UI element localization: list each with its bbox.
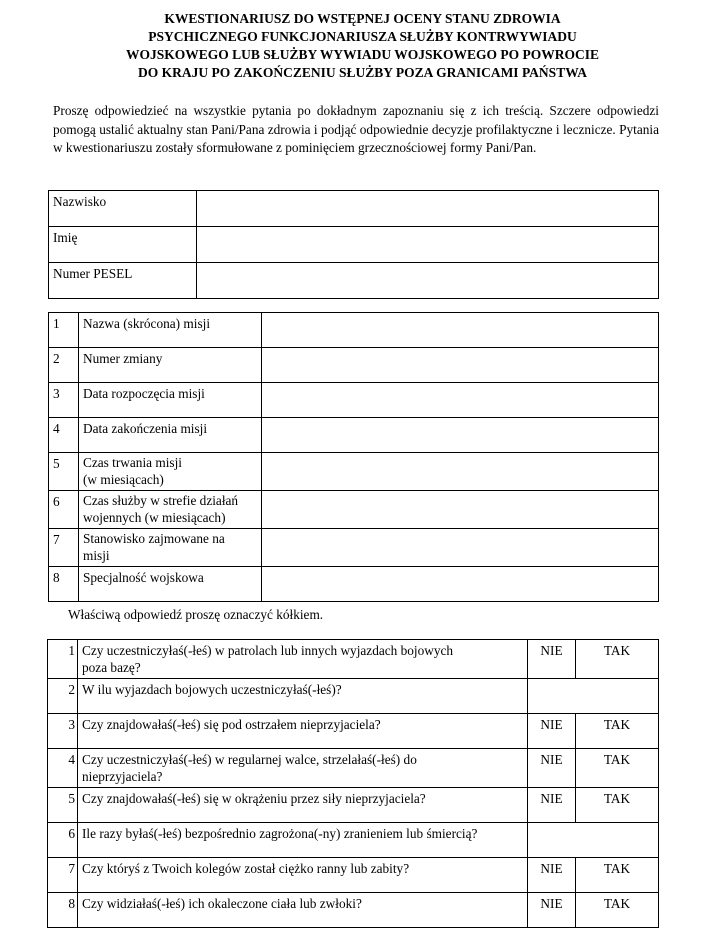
table-row [48,640,659,679]
answer-field[interactable] [262,529,659,567]
question-text [78,749,528,788]
table-row [48,823,659,858]
answer-field[interactable] [262,453,659,491]
question-text: W ilu wyjazdach bojowych uczestniczyłaś(-łeś)? [78,679,528,714]
question-line: nieprzyjaciela? [82,769,163,784]
answer-yes[interactable]: TAK [576,640,659,679]
answer-field[interactable] [262,348,659,383]
answer-field[interactable] [262,567,659,602]
answer-no[interactable]: NIE [528,640,576,679]
first-name-field[interactable] [197,227,659,263]
row-number: 8 [49,567,79,602]
answer-field[interactable] [528,823,659,858]
row-number: 4 [49,418,79,453]
answer-field[interactable] [528,679,659,714]
row-number: 2 [49,348,79,383]
row-label: Data zakończenia misji [79,418,262,453]
title-line: KWESTIONARIUSZ DO WSTĘPNEJ OCENY STANU ZDROWIA [164,11,561,26]
first-name-label: Imię [49,227,197,263]
question-number: 8 [48,893,78,928]
pesel-field[interactable] [197,263,659,299]
row-label: Numer zmiany [79,348,262,383]
document-title [0,10,725,82]
answer-no[interactable]: NIE [528,788,576,823]
table-row [49,529,659,567]
row-number: 6 [49,491,79,529]
table-row [48,714,659,749]
table-row [48,749,659,788]
answer-no[interactable]: NIE [528,893,576,928]
row-label-line: Stanowisko zajmowane na [83,531,225,546]
answer-field[interactable] [262,383,659,418]
answer-field[interactable] [262,418,659,453]
row-label-line: wojennych (w miesiącach) [83,510,226,525]
question-number: 2 [48,679,78,714]
table-row [49,491,659,529]
row-number: 1 [49,313,79,348]
answer-no[interactable]: NIE [528,858,576,893]
question-text: Ile razy byłaś(-łeś) bezpośrednio zagrożona(-ny) zranieniem lub śmiercią? [78,823,528,858]
row-number: 7 [49,529,79,567]
surname-label: Nazwisko [49,191,197,227]
table-row [49,313,659,348]
question-line: poza bazę? [82,660,141,675]
answer-yes[interactable]: TAK [576,714,659,749]
instruction-text: Właściwą odpowiedź proszę oznaczyć kółkiem. [68,607,324,622]
question-number: 1 [48,640,78,679]
questions-table [47,639,659,928]
question-text: Czy znajdowałaś(-łeś) się pod ostrzałem nieprzyjaciela? [78,714,528,749]
table-row [49,263,659,299]
question-number: 7 [48,858,78,893]
answer-yes[interactable]: TAK [576,749,659,788]
question-text: Czy znajdowałaś(-łeś) się w okrążeniu przez siły nieprzyjaciela? [78,788,528,823]
intro-paragraph: Proszę odpowiedzieć na wszystkie pytania po dokładnym zapoznaniu się z ich treścią. Szczere odpowiedzi pomogą ustalić aktualny stan Pani/Pana zdrowia i podjąć odpowiednie decyzje profilaktyczne i lecznicze. Pytania w kwestionariuszu zostały sformułowane z pominięciem grzecznościowej formy Pani/Pan. [53,103,659,156]
row-label: Specjalność wojskowa [79,567,262,602]
answer-field[interactable] [262,313,659,348]
question-number: 5 [48,788,78,823]
pesel-label: Numer PESEL [49,263,197,299]
title-line: WOJSKOWEGO LUB SŁUŻBY WYWIADU WOJSKOWEGO PO POWROCIE [125,47,600,62]
answer-no[interactable]: NIE [528,749,576,788]
question-line: Czy uczestniczyłaś(-łeś) w patrolach lub innych wyjazdach bojowych [82,643,454,658]
table-row [48,679,659,714]
row-label-line: Czas trwania misji [83,455,182,470]
row-label: Nazwa (skrócona) misji [79,313,262,348]
question-text: Czy widziałaś(-łeś) ich okaleczone ciała lub zwłoki? [78,893,528,928]
row-label-line: (w miesiącach) [83,472,164,487]
mission-data-table [48,312,659,602]
table-row [48,788,659,823]
question-text [78,640,528,679]
table-row [49,567,659,602]
row-number: 5 [49,453,79,491]
question-number: 6 [48,823,78,858]
answer-field[interactable] [262,491,659,529]
answer-yes[interactable]: TAK [576,893,659,928]
answer-yes[interactable]: TAK [576,788,659,823]
table-row [48,858,659,893]
question-line: Czy uczestniczyłaś(-łeś) w regularnej walce, strzelałaś(-łeś) do [82,752,417,767]
surname-field[interactable] [197,191,659,227]
personal-data-table [48,190,659,299]
row-label-line: misji [83,548,110,563]
question-number: 3 [48,714,78,749]
row-label [79,529,262,567]
table-row [49,348,659,383]
question-text: Czy któryś z Twoich kolegów został ciężko ranny lub zabity? [78,858,528,893]
row-label: Data rozpoczęcia misji [79,383,262,418]
row-label-line: Czas służby w strefie działań [83,493,239,508]
row-label [79,491,262,529]
title-line: DO KRAJU PO ZAKOŃCZENIU SŁUŻBY POZA GRANICAMI PAŃSTWA [138,65,587,80]
table-row [49,383,659,418]
question-number: 4 [48,749,78,788]
table-row [49,227,659,263]
answer-no[interactable]: NIE [528,714,576,749]
table-row [49,418,659,453]
row-label [79,453,262,491]
table-row [48,893,659,928]
answer-yes[interactable]: TAK [576,858,659,893]
title-line: PSYCHICZNEGO FUNKCJONARIUSZA SŁUŻBY KONTRWYWIADU [148,29,577,44]
table-row [49,191,659,227]
table-row [49,453,659,491]
row-number: 3 [49,383,79,418]
